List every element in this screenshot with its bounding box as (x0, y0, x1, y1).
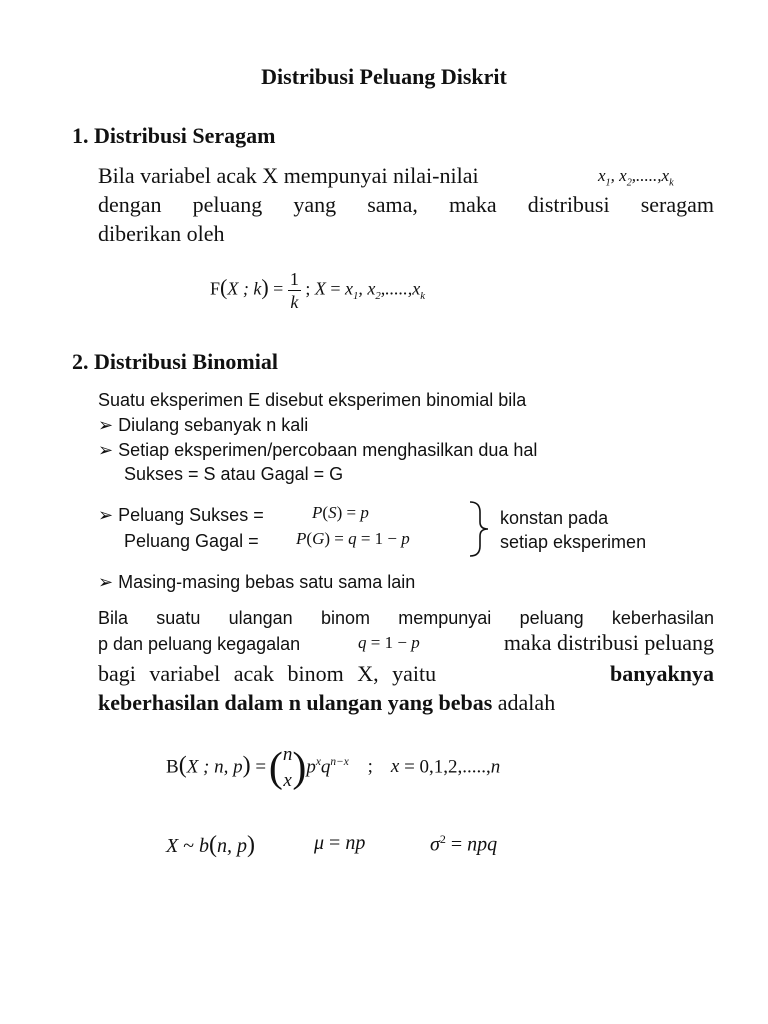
fraction-numerator: 1 (289, 269, 299, 289)
binomial-formula: B(X ; n, p) = ( n x )$p^xq^{n-x}$ ; x = 0,1,2,.....,n (166, 742, 500, 794)
section-heading-uniform: 1. Distribusi Seragam (72, 123, 276, 148)
binomial-para-line-4-bold: keberhasilan dalam n ulangan yang bebas (98, 690, 493, 715)
bullet-arrow-icon: ➢ (98, 572, 114, 592)
formula-p-exponent: x (315, 756, 321, 769)
bullet-independent-text: Masing-masing bebas satu sama lain (118, 572, 416, 592)
binomial-para-line-4 (98, 690, 555, 716)
binomial-intro: Suatu eksperimen E disebut eksperimen binomial bila (98, 390, 527, 410)
binomial-coefficient (283, 742, 293, 794)
uniform-values-math: $x_1$, $x_2,.....,x_k$ (598, 166, 674, 189)
fraction-denominator: k (290, 292, 299, 312)
binomial-para-line-4-text: adalah (497, 690, 556, 715)
bullet-arrow-icon: ➢ (98, 440, 114, 460)
binomial-notation: X ~ b(n, p) (166, 832, 256, 858)
binomial-para-line-3-text: bagi variabel acak binom X, yaitu (98, 661, 437, 686)
prob-failure-math: P(G) = q = 1 − p (296, 529, 410, 548)
uniform-para-line-3: diberikan oleh (98, 221, 225, 246)
page-title: Distribusi Peluang Diskrit (261, 64, 507, 89)
binomial-para-line-3 (98, 661, 714, 687)
uniform-para-line-1 (98, 163, 479, 189)
prob-success-label: Peluang Sukses = (118, 505, 264, 525)
uniform-para-line-2: dengan peluang yang sama, maka distribusi seragam (98, 192, 714, 217)
binomial-para-line-2b: maka distribusi peluang (503, 630, 714, 655)
prob-success-math: P(S) = p (312, 503, 369, 522)
variance-exponent: 2 (439, 832, 446, 846)
bullet-two-outcomes (98, 440, 537, 461)
bullet-prob-success (98, 505, 264, 526)
variance-symbol: σ (430, 833, 440, 856)
bullet-repeat-text: Diulang sebanyak n kali (118, 415, 309, 435)
binomial-para-line-3-bold: banyaknya (610, 661, 714, 686)
binomial-q-math: q = 1 − p (358, 633, 420, 652)
bullet-two-outcomes-sub: Sukses = S atau Gagal = G (124, 464, 344, 484)
binomial-mean: μ = np (314, 832, 366, 854)
uniform-fraction (288, 268, 301, 313)
binomial-para-line-2a: p dan peluang kegagalan (98, 634, 301, 654)
binom-top: n (282, 744, 293, 765)
section-heading-binomial: 2. Distribusi Binomial (72, 349, 278, 374)
bullet-arrow-icon: ➢ (98, 415, 114, 435)
formula-p: p (306, 756, 316, 778)
formula-q: q (320, 756, 331, 778)
uniform-formula: F(X ; k) = $\frac{1}{k}$ ; $X = x_1$, $x_2,.....,x_k$ (210, 269, 426, 312)
brace-note-line-1: konstan pada (500, 508, 609, 528)
uniform-para-line-1-text: Bila variabel acak X mempunyai nilai-nilai (98, 163, 479, 188)
prob-failure-label: Peluang Gagal = (124, 531, 259, 551)
binomial-variance: $\sigma^2$ = npq (430, 832, 498, 856)
right-brace-icon (466, 500, 492, 558)
bullet-independent (98, 572, 415, 593)
binomial-para-line-1: Bila suatu ulangan binom mempunyai peluang keberhasilan (98, 608, 714, 628)
bullet-arrow-icon: ➢ (98, 505, 114, 525)
formula-q-exponent: n−x (330, 756, 349, 769)
bullet-repeat (98, 415, 308, 436)
brace-note-line-2: setiap eksperimen (500, 532, 647, 552)
binom-bottom: x (283, 770, 292, 791)
bullet-two-outcomes-text: Setiap eksperimen/percobaan menghasilkan dua hal (118, 440, 538, 460)
